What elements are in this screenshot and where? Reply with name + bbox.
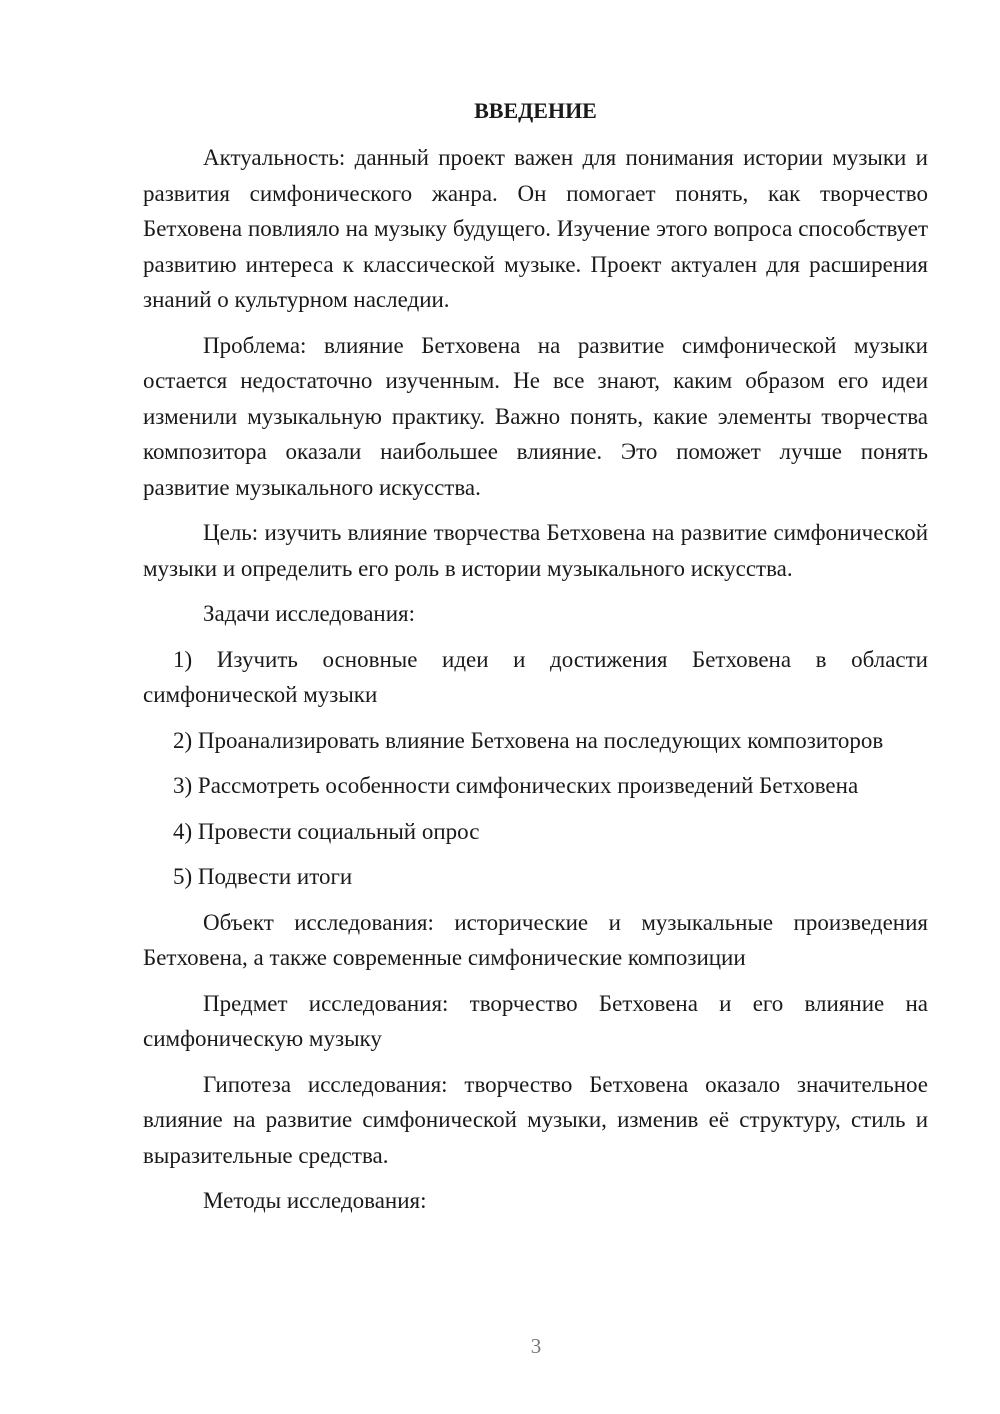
task-item-2: 2) Проанализировать влияние Бетховена на последующих композиторов — [173, 727, 884, 753]
page-title: ВВЕДЕНИЕ — [474, 98, 597, 123]
goal-paragraph: Цель: изучить влияние творчества Бетховена на развитие симфонической музыки и определить его роль в истории музыкального искусства. — [143, 520, 928, 581]
object-paragraph: Объект исследования: исторические и музыкальные произведения Бетховена, а также современные симфонические композиции — [143, 909, 928, 970]
task-item-3: 3) Рассмотреть особенности симфонических произведений Бетховена — [173, 773, 859, 798]
relevance-paragraph: Актуальность: данный проект важен для понимания истории музыки и развития симфонического жанра. Он помогает понять, как творчество Бетховена повлияло на музыку будущего. Изучение этого вопроса способствует развитию интереса к классической музыке. Проект актуален для расширения знаний о культурном наследии. — [143, 145, 928, 312]
subject-paragraph: Предмет исследования: творчество Бетховена и его влияние на симфоническую музыку — [143, 990, 928, 1051]
methods-heading: Методы исследования: — [203, 1188, 427, 1213]
page-number: 3 — [530, 1334, 542, 1358]
task-item-4: 4) Провести социальный опрос — [173, 818, 480, 844]
task-item-5: 5) Подвести итоги — [173, 864, 353, 889]
problem-paragraph: Проблема: влияние Бетховена на развитие симфонической музыки остается недостаточно изученным. Не все знают, каким образом его идеи изменили музыкальную практику. Важно понять, какие элементы творчества композитора оказали наибольшее влияние. Это поможет лучше понять развитие музыкального искусства. — [143, 332, 928, 500]
task-item-1: 1) Изучить основные идеи и достижения Бетховена в области симфонической музыки — [143, 646, 928, 707]
tasks-heading: Задачи исследования: — [203, 601, 416, 626]
hypothesis-paragraph: Гипотеза исследования: творчество Бетховена оказало значительное влияние на развитие симфонической музыки, изменив её структуру, стиль и выразительные средства. — [143, 1071, 928, 1168]
document-page — [143, 96, 928, 1229]
